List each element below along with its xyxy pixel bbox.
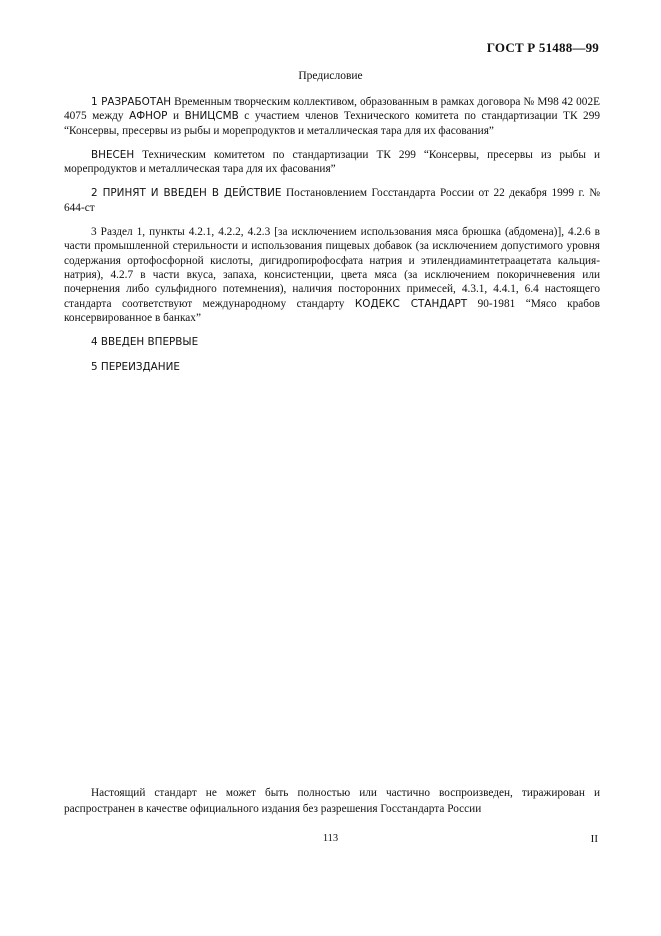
- paragraph-adopted: [64, 186, 600, 215]
- developed-lead: 1 РАЗРАБОТАН: [91, 96, 172, 108]
- adopted-lead: 2 ПРИНЯТ И ВВЕДЕН В ДЕЙСТВИЕ: [91, 187, 282, 200]
- copyright-notice: Настоящий стандарт не может быть полностью или частично воспроизведен, тиражирован и распространен в качестве официального издания без разрешения Госстандарта России: [64, 787, 600, 815]
- codex-standard: КОДЕКС СТАНДАРТ: [354, 297, 468, 310]
- developed-text-2: и: [167, 110, 185, 123]
- paragraph-correspondence: [64, 225, 600, 325]
- page-number: 113: [322, 833, 339, 844]
- page-title: Предисловие: [298, 70, 363, 82]
- introduced-lead: ВНЕСЕН: [91, 148, 135, 161]
- developed-text-3: с участием членов Технического комитета по стандартизации ТК 299 “Консервы, пресервы из рыбы и морепродуктов и металлическая тара для их фасования”: [64, 110, 600, 137]
- document-id: ГОСТ Р 51488—99: [486, 40, 599, 55]
- paragraph-first-introduced: [64, 335, 600, 349]
- paragraph-introduced: [64, 148, 600, 177]
- first-introduced-text: 4 ВВЕДЕН ВПЕРВЫЕ: [91, 336, 199, 349]
- org-afnor: АФНОР: [129, 110, 168, 123]
- developed-text-1: Временным творческим коллективом, образованным в рамках договора № М98 42 002Е 4075 между: [64, 96, 600, 123]
- paragraph-developed: [64, 95, 600, 138]
- roman-page-number: II: [590, 833, 598, 845]
- reissue-text: 5 ПЕРЕИЗДАНИЕ: [91, 361, 180, 374]
- paragraph-reissue: [64, 360, 600, 374]
- adopted-text: Постановлением Госстандарта России от 22 декабря 1999 г. № 644-ст: [64, 187, 600, 214]
- preface-content: [64, 95, 600, 386]
- correspondence-text-1: 3 Раздел 1, пункты 4.2.1, 4.2.2, 4.2.3 [за исключением использования мяса брюшка (абдомена)], 4.2.6 в части промышленной стерильности и использования пищевых добавок (за исключением допустимого уровня содержания ортофосфорной кислоты, дигидропирофосфата натрия и этилендиаминтетраацетата кальция-натрия), 4.2.7 в части вкуса, запаха, консистенции, цвета мяса (за исключением покоричневения или почернения либо сульфидного потемнения), наличия посторонних примесей, 4.3.1, 4.4.1, 6.4 настоящего стандарта соответствуют международному стандарту: [64, 226, 600, 310]
- correspondence-text-2: 90-1981 “Мясо крабов консервированное в банках”: [64, 297, 600, 324]
- introduced-text: Техническим комитетом по стандартизации ТК 299 “Консервы, пресервы из рыбы и морепродуктов и металлическая тара для их фасования”: [64, 148, 600, 176]
- org-vnicsmv: ВНИЦСМВ: [184, 110, 239, 123]
